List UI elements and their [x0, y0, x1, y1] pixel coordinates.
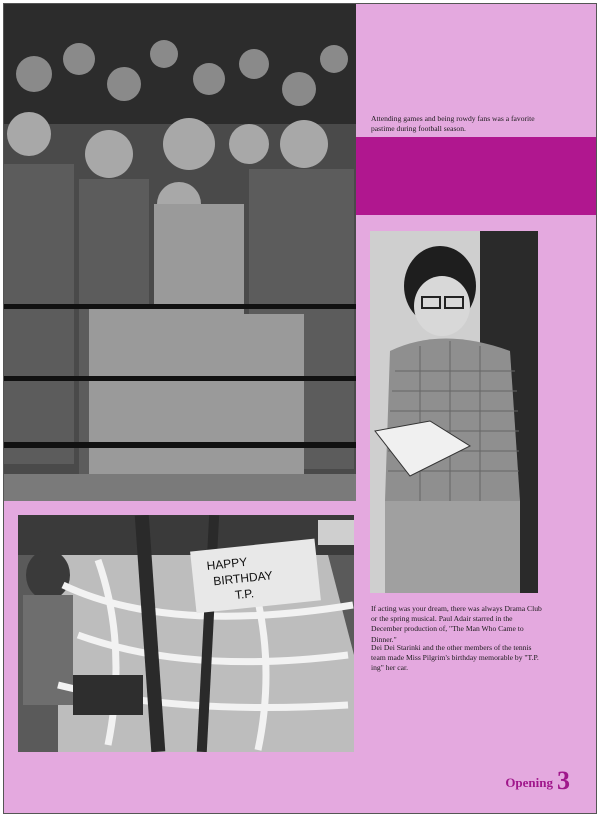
- page-folio: [505, 766, 570, 796]
- caption-tennis-team: Dei Dei Starinki and the other members of the tennis team made Miss Pilgrim's birthday memorable by "T.P. ing" her car.: [371, 643, 539, 673]
- caption-drama-club: If acting was your dream, there was always Drama Club or the spring musical. Paul Adair starred in the December production of, "The Man Who Came to Dinner.": [371, 604, 542, 644]
- folio-section: Opening: [505, 775, 553, 790]
- drama-reader-photo: [370, 231, 538, 593]
- car-sign-line-1: HAPPY: [205, 554, 248, 573]
- tp-car-photo: [18, 515, 354, 752]
- yearbook-page: [3, 3, 597, 814]
- car-sign-line-3: T.P.: [234, 586, 255, 603]
- car-sign-line-2: BIRTHDAY: [212, 568, 274, 589]
- fans-photo: [4, 4, 356, 501]
- folio-page-number: 3: [557, 766, 570, 795]
- caption-football-fans: Attending games and being rowdy fans was a favorite pastime during football season.: [371, 114, 535, 134]
- accent-band: [356, 137, 596, 215]
